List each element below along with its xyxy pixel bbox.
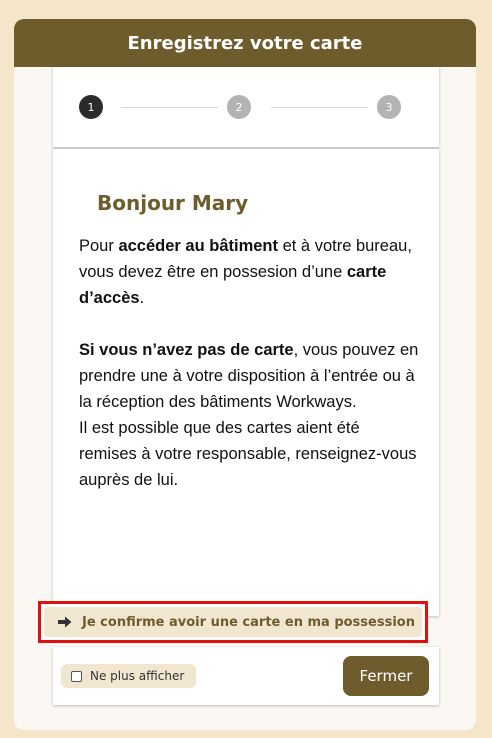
stepper-card <box>53 67 439 147</box>
paragraph-manager: Il est possible que des cartes aient été remises à votre responsable, renseignez-vous auprès de lui. <box>79 419 417 489</box>
confirm-card-button[interactable] <box>44 607 422 637</box>
stepper <box>79 95 403 119</box>
divider <box>53 147 439 149</box>
paragraph-access: Pour accéder au bâtiment et à votre bureau, vous devez être en possesion d’une carte d’accès. <box>79 237 412 307</box>
step-1: 1 <box>79 95 103 119</box>
instructions-text <box>79 233 419 493</box>
confirm-label: Je confirme avoir une carte en ma possession <box>82 614 415 630</box>
dont-show-again-toggle[interactable] <box>61 664 196 688</box>
step-connector <box>271 107 368 108</box>
greeting-heading: Bonjour Mary <box>97 191 249 215</box>
content-card <box>53 149 439 616</box>
dont-show-again-label: Ne plus afficher <box>90 669 185 683</box>
arrow-right-icon <box>58 616 72 628</box>
footer-bar <box>53 647 439 705</box>
step-connector <box>121 107 218 108</box>
step-3: 3 <box>377 95 401 119</box>
modal-title: Enregistrez votre carte <box>14 19 476 67</box>
close-button[interactable]: Fermer <box>343 656 429 696</box>
paragraph-no-card: Si vous n’avez pas de carte, vous pouvez en prendre une à votre disposition à l’entrée ou à la réception des bâtiments Workways. <box>79 341 419 411</box>
step-2: 2 <box>227 95 251 119</box>
confirm-highlight <box>38 601 428 643</box>
checkbox-icon[interactable] <box>71 671 82 682</box>
